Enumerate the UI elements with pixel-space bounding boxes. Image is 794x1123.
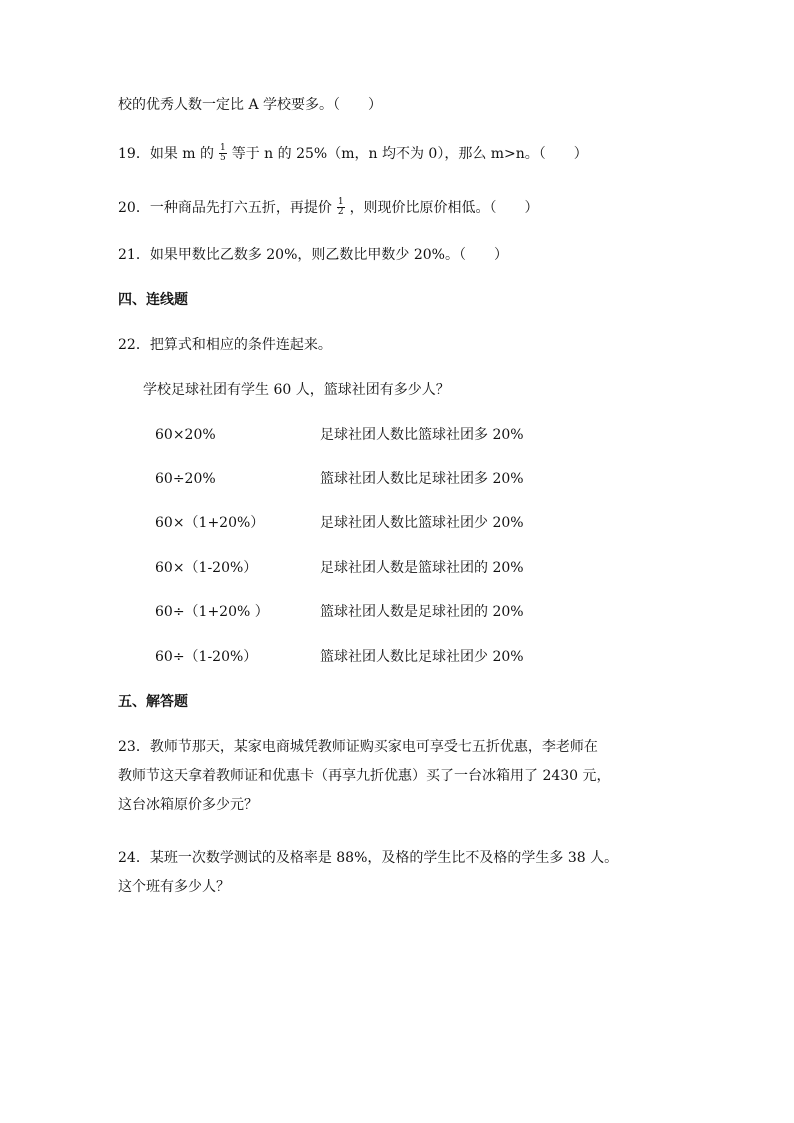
section-5-title: 五、解答题 bbox=[118, 694, 188, 710]
question-21: 21．如果甲数比乙数多 20%，则乙数比甲数少 20%。（ ） bbox=[118, 247, 508, 263]
q19-text-b: 等于 n 的 25%（m，n 均不为 0），那么 m>n。（ ） bbox=[231, 146, 588, 162]
question-20 bbox=[118, 198, 539, 218]
formula-3[interactable]: 60×（1+20%） bbox=[155, 515, 265, 531]
q20-text-a: 20．一种商品先打六五折，再提价 bbox=[118, 200, 332, 216]
q20-text-b: ，则现价比原价相低。（ ） bbox=[349, 200, 539, 216]
condition-2[interactable]: 篮球社团人数比足球社团多 20% bbox=[320, 471, 524, 487]
question-18-continuation: 校的优秀人数一定比 A 学校要多。（ ） bbox=[118, 97, 383, 113]
formula-1[interactable]: 60×20% bbox=[155, 427, 216, 443]
formula-5[interactable]: 60÷（1+20% ） bbox=[155, 604, 269, 620]
question-23-line-1: 23．教师节那天，某家电商城凭教师证购买家电可享受七五折优惠，李老师在 bbox=[118, 739, 598, 755]
question-22: 22．把算式和相应的条件连起来。 bbox=[118, 337, 332, 353]
condition-3[interactable]: 足球社团人数比篮球社团少 20% bbox=[320, 515, 524, 531]
formula-6[interactable]: 60÷（1-20%） bbox=[155, 649, 258, 665]
formula-2[interactable]: 60÷20% bbox=[155, 471, 216, 487]
question-22-context: 学校足球社团有学生 60 人，篮球社团有多少人？ bbox=[143, 382, 450, 398]
q19-text-a: 19．如果 m 的 bbox=[118, 146, 214, 162]
formula-4[interactable]: 60×（1-20%） bbox=[155, 560, 258, 576]
question-19 bbox=[118, 144, 588, 164]
section-4-title: 四、连线题 bbox=[118, 292, 188, 308]
question-24-line-1: 24．某班一次数学测试的及格率是 88%，及格的学生比不及格的学生多 38 人。 bbox=[118, 850, 619, 866]
q20-fraction: $\frac{1}{2}$ bbox=[337, 196, 344, 217]
condition-6[interactable]: 篮球社团人数比足球社团少 20% bbox=[320, 649, 524, 665]
condition-1[interactable]: 足球社团人数比篮球社团多 20% bbox=[320, 427, 524, 443]
q19-fraction: $\frac{1}{5}$ bbox=[220, 142, 226, 163]
question-23-line-2: 教师节这天拿着教师证和优惠卡（再享九折优惠）买了一台冰箱用了 2430 元， bbox=[118, 768, 611, 784]
condition-4[interactable]: 足球社团人数是篮球社团的 20% bbox=[320, 560, 524, 576]
condition-5[interactable]: 篮球社团人数是足球社团的 20% bbox=[320, 604, 524, 620]
question-24-line-2: 这个班有多少人？ bbox=[118, 879, 230, 895]
question-23-line-3: 这台冰箱原价多少元？ bbox=[118, 797, 258, 813]
